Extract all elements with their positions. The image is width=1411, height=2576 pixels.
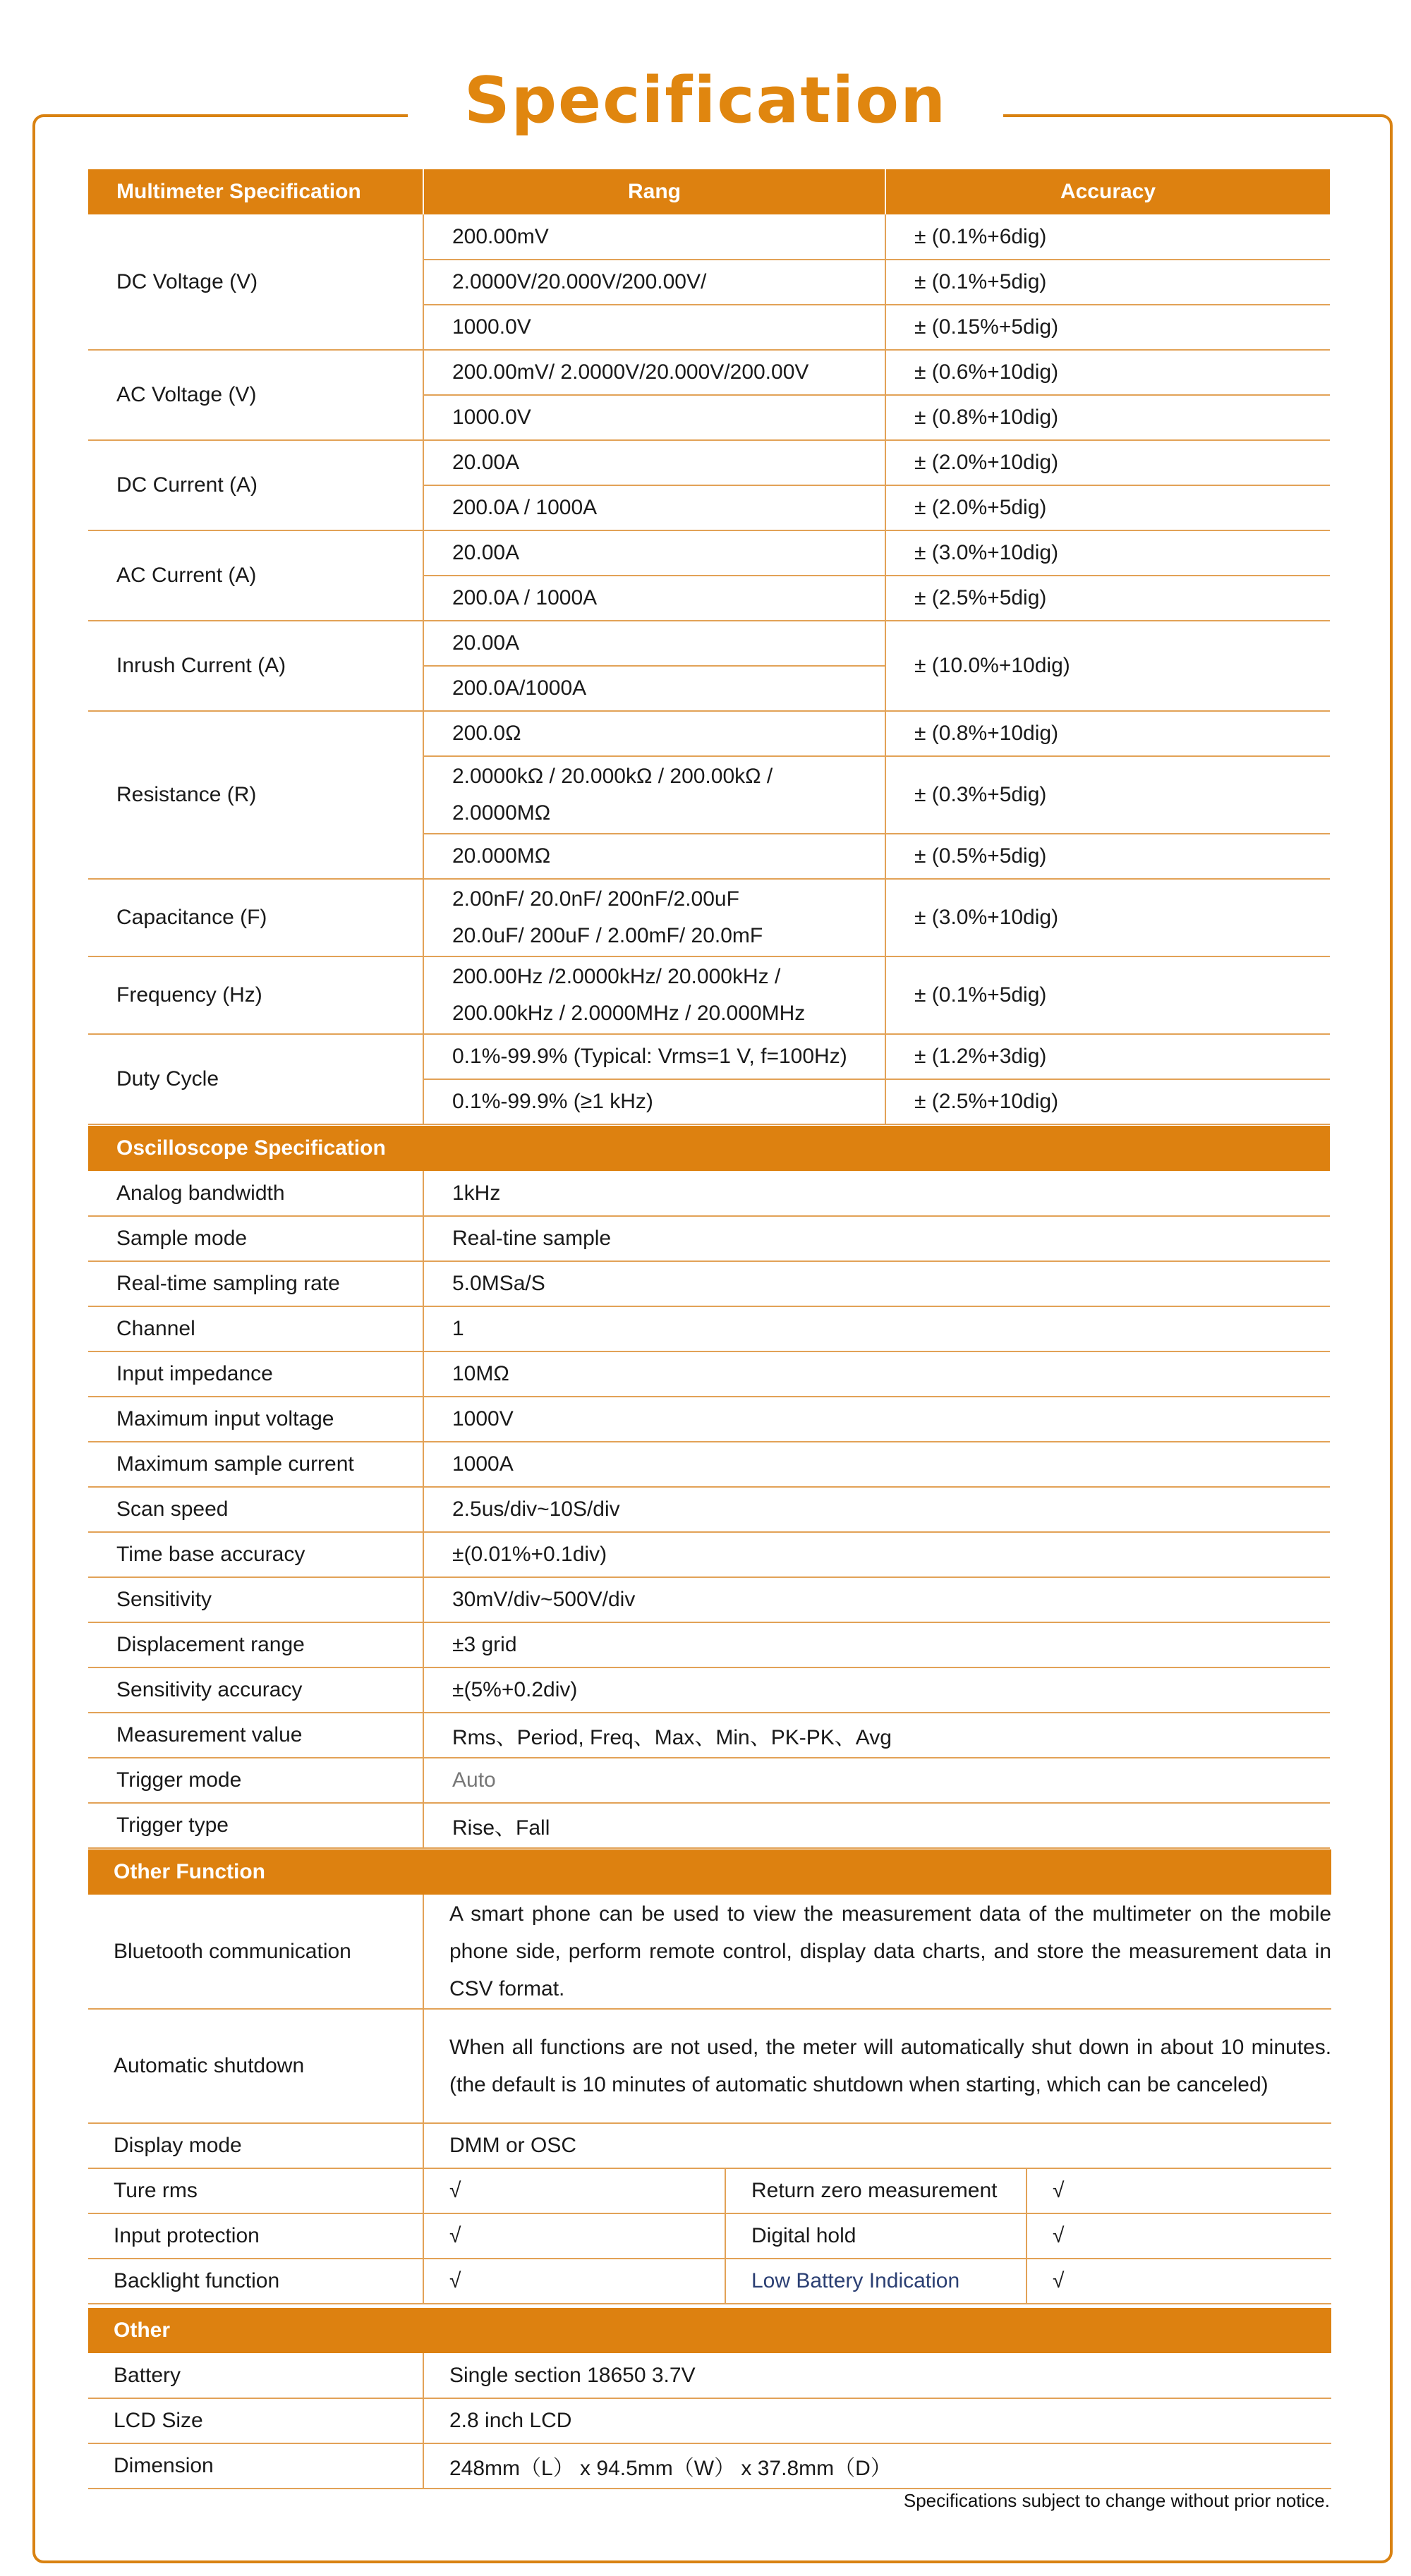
range-value: 200.0A / 1000A <box>423 576 885 621</box>
range-line: 200.00kHz / 2.0000MHz / 20.000MHz <box>452 1002 806 1025</box>
range-line: 2.00nF/ 20.0nF/ 200nF/2.00uF <box>452 887 739 911</box>
table-row <box>88 1171 1330 1216</box>
table-row <box>88 2213 1331 2259</box>
accuracy-value: ± (2.5%+5dig) <box>885 576 1330 621</box>
spec-value: DMM or OSC <box>423 2123 1331 2168</box>
table-row <box>88 1487 1330 1532</box>
feature-name: Ture rms <box>88 2168 423 2213</box>
spec-value: ±(5%+0.2div) <box>423 1667 1330 1713</box>
spec-name: DC Current (A) <box>88 440 423 530</box>
accuracy-value: ± (2.0%+5dig) <box>885 485 1330 530</box>
table-row <box>88 1758 1330 1803</box>
table-row <box>88 1532 1330 1577</box>
spec-name: Measurement value <box>88 1713 423 1758</box>
title-wrap <box>0 63 1411 138</box>
accuracy-value: ± (0.8%+10dig) <box>885 395 1330 440</box>
accuracy-value: ± (0.8%+10dig) <box>885 711 1330 756</box>
accuracy-value: ± (2.5%+10dig) <box>885 1079 1330 1124</box>
table-row <box>88 1306 1330 1351</box>
spec-name: Maximum sample current <box>88 1442 423 1487</box>
table-row <box>88 2009 1331 2123</box>
spec-name: Analog bandwidth <box>88 1171 423 1216</box>
accuracy-value: ± (0.15%+5dig) <box>885 305 1330 350</box>
range-value: 1000.0V <box>423 305 885 350</box>
table-row <box>88 621 1330 666</box>
table-row <box>88 1895 1331 2009</box>
spec-value: 1kHz <box>423 1171 1330 1216</box>
spec-name: LCD Size <box>88 2398 423 2443</box>
spec-value: Auto <box>423 1758 1330 1803</box>
accuracy-value: ± (3.0%+10dig) <box>885 530 1330 576</box>
table-row <box>88 440 1330 485</box>
range-line: 200.00Hz /2.0000kHz/ 20.000kHz / <box>452 965 781 988</box>
spec-name: Scan speed <box>88 1487 423 1532</box>
other-table <box>88 2308 1331 2489</box>
table-row <box>88 1397 1330 1442</box>
table-row <box>88 2443 1331 2489</box>
table-row <box>88 2398 1331 2443</box>
range-value: 20.00A <box>423 530 885 576</box>
section-header-row <box>88 2308 1331 2353</box>
other-function-section-title: Other Function <box>88 1849 1331 1895</box>
table-row <box>88 2353 1331 2398</box>
disclaimer-note: Specifications subject to change without prior notice. <box>903 2490 1330 2511</box>
range-line: 2.0000MΩ <box>452 801 551 825</box>
accuracy-value: ± (0.1%+6dig) <box>885 214 1330 260</box>
spec-value: Rise、Fall <box>423 1803 1330 1848</box>
spec-name: Resistance (R) <box>88 711 423 879</box>
range-value <box>423 756 885 834</box>
range-value: 20.00A <box>423 621 885 666</box>
spec-name: Time base accuracy <box>88 1532 423 1577</box>
spec-name: Inrush Current (A) <box>88 621 423 711</box>
feature-name: Digital hold <box>725 2213 1027 2259</box>
table-row <box>88 1261 1330 1306</box>
range-value: 200.0Ω <box>423 711 885 756</box>
table-row <box>88 2168 1331 2213</box>
feature-name: Backlight function <box>88 2259 423 2304</box>
oscilloscope-section-title: Oscilloscope Specification <box>88 1126 1330 1171</box>
spec-name: Duty Cycle <box>88 1034 423 1124</box>
oscilloscope-table <box>88 1126 1330 1849</box>
range-column-header: Rang <box>423 169 885 214</box>
range-value: 2.0000V/20.000V/200.00V/ <box>423 260 885 305</box>
table-row <box>88 530 1330 576</box>
table-row <box>88 1577 1330 1622</box>
spec-name: Channel <box>88 1306 423 1351</box>
range-value <box>423 956 885 1034</box>
check-icon: √ <box>1027 2168 1331 2213</box>
table-row <box>88 1034 1330 1079</box>
accuracy-value: ± (0.6%+10dig) <box>885 350 1330 395</box>
spec-value: ±3 grid <box>423 1622 1330 1667</box>
spec-value: Single section 18650 3.7V <box>423 2353 1331 2398</box>
spec-value: 248mm（L） x 94.5mm（W） x 37.8mm（D） <box>423 2443 1331 2489</box>
accuracy-value: ± (0.1%+5dig) <box>885 260 1330 305</box>
spec-name: Dimension <box>88 2443 423 2489</box>
spec-name: Sample mode <box>88 1216 423 1261</box>
feature-name: Return zero measurement <box>725 2168 1027 2213</box>
spec-value: When all functions are not used, the meter will automatically shut down in about 10 minutes.(the default is 10 minutes of automatic shutdown when starting, which can be canceled) <box>423 2009 1331 2123</box>
table-row <box>88 1351 1330 1397</box>
check-icon: √ <box>423 2259 725 2304</box>
other-section-title: Other <box>88 2308 1331 2353</box>
multimeter-table <box>88 169 1330 1125</box>
accuracy-value: ± (0.1%+5dig) <box>885 956 1330 1034</box>
range-value: 200.00mV <box>423 214 885 260</box>
spec-value: 2.5us/div~10S/div <box>423 1487 1330 1532</box>
spec-name: Trigger mode <box>88 1758 423 1803</box>
spec-value: 1000A <box>423 1442 1330 1487</box>
spec-name: DC Voltage (V) <box>88 214 423 350</box>
table-row <box>88 711 1330 756</box>
other-function-table <box>88 1849 1331 2304</box>
range-value: 200.0A/1000A <box>423 666 885 711</box>
multimeter-header-row <box>88 169 1330 214</box>
spec-value: 2.8 inch LCD <box>423 2398 1331 2443</box>
table-row <box>88 1713 1330 1758</box>
feature-name: Input protection <box>88 2213 423 2259</box>
accuracy-value: ± (0.5%+5dig) <box>885 834 1330 879</box>
check-icon: √ <box>423 2168 725 2213</box>
spec-name: Frequency (Hz) <box>88 956 423 1034</box>
section-header-row <box>88 1849 1331 1895</box>
spec-name: AC Current (A) <box>88 530 423 621</box>
spec-name: Sensitivity accuracy <box>88 1667 423 1713</box>
spec-name: Input impedance <box>88 1351 423 1397</box>
accuracy-value: ± (3.0%+10dig) <box>885 879 1330 956</box>
check-icon: √ <box>423 2213 725 2259</box>
range-value: 0.1%-99.9% (Typical: Vrms=1 V, f=100Hz) <box>423 1034 885 1079</box>
table-row <box>88 1216 1330 1261</box>
spec-name: Trigger type <box>88 1803 423 1848</box>
spec-value: 1 <box>423 1306 1330 1351</box>
spec-name: Sensitivity <box>88 1577 423 1622</box>
spec-value: Rms、Period, Freq、Max、Min、PK-PK、Avg <box>423 1713 1330 1758</box>
range-value: 0.1%-99.9% (≥1 kHz) <box>423 1079 885 1124</box>
spec-value: 30mV/div~500V/div <box>423 1577 1330 1622</box>
range-line: 2.0000kΩ / 20.000kΩ / 200.00kΩ / <box>452 765 773 788</box>
spec-name: Maximum input voltage <box>88 1397 423 1442</box>
section-header-row <box>88 1126 1330 1171</box>
spec-value: 5.0MSa/S <box>423 1261 1330 1306</box>
spec-name: AC Voltage (V) <box>88 350 423 440</box>
range-line: 20.0uF/ 200uF / 2.00mF/ 20.0mF <box>452 924 763 947</box>
table-row <box>88 2123 1331 2168</box>
page-title: Specification <box>408 63 1003 138</box>
table-row <box>88 879 1330 956</box>
table-row <box>88 350 1330 395</box>
table-row <box>88 1803 1330 1848</box>
accuracy-value: ± (10.0%+10dig) <box>885 621 1330 711</box>
spec-name: Displacement range <box>88 1622 423 1667</box>
accuracy-value: ± (1.2%+3dig) <box>885 1034 1330 1079</box>
spec-value: A smart phone can be used to view the measurement data of the multimeter on the mobile phone side, perform remote control, display data charts, and store the measurement data in CSV format. <box>423 1895 1331 2009</box>
spec-value: ±(0.01%+0.1div) <box>423 1532 1330 1577</box>
multimeter-section-title: Multimeter Specification <box>88 169 423 214</box>
table-row <box>88 1442 1330 1487</box>
table-row <box>88 956 1330 1034</box>
range-value <box>423 879 885 956</box>
range-value: 1000.0V <box>423 395 885 440</box>
range-value: 200.0A / 1000A <box>423 485 885 530</box>
range-value: 20.000MΩ <box>423 834 885 879</box>
table-row <box>88 2259 1331 2304</box>
spec-value: 1000V <box>423 1397 1330 1442</box>
spec-name: Display mode <box>88 2123 423 2168</box>
spec-name: Real-time sampling rate <box>88 1261 423 1306</box>
table-row <box>88 1667 1330 1713</box>
range-value: 200.00mV/ 2.0000V/20.000V/200.00V <box>423 350 885 395</box>
spec-name: Automatic shutdown <box>88 2009 423 2123</box>
accuracy-value: ± (0.3%+5dig) <box>885 756 1330 834</box>
spec-value: Real-tine sample <box>423 1216 1330 1261</box>
range-value: 20.00A <box>423 440 885 485</box>
table-row <box>88 214 1330 260</box>
table-row <box>88 1622 1330 1667</box>
check-icon: √ <box>1027 2259 1331 2304</box>
spec-name: Battery <box>88 2353 423 2398</box>
feature-name: Low Battery Indication <box>725 2259 1027 2304</box>
spec-value: 10MΩ <box>423 1351 1330 1397</box>
accuracy-value: ± (2.0%+10dig) <box>885 440 1330 485</box>
spec-name: Bluetooth communication <box>88 1895 423 2009</box>
check-icon: √ <box>1027 2213 1331 2259</box>
spec-name: Capacitance (F) <box>88 879 423 956</box>
accuracy-column-header: Accuracy <box>885 169 1330 214</box>
